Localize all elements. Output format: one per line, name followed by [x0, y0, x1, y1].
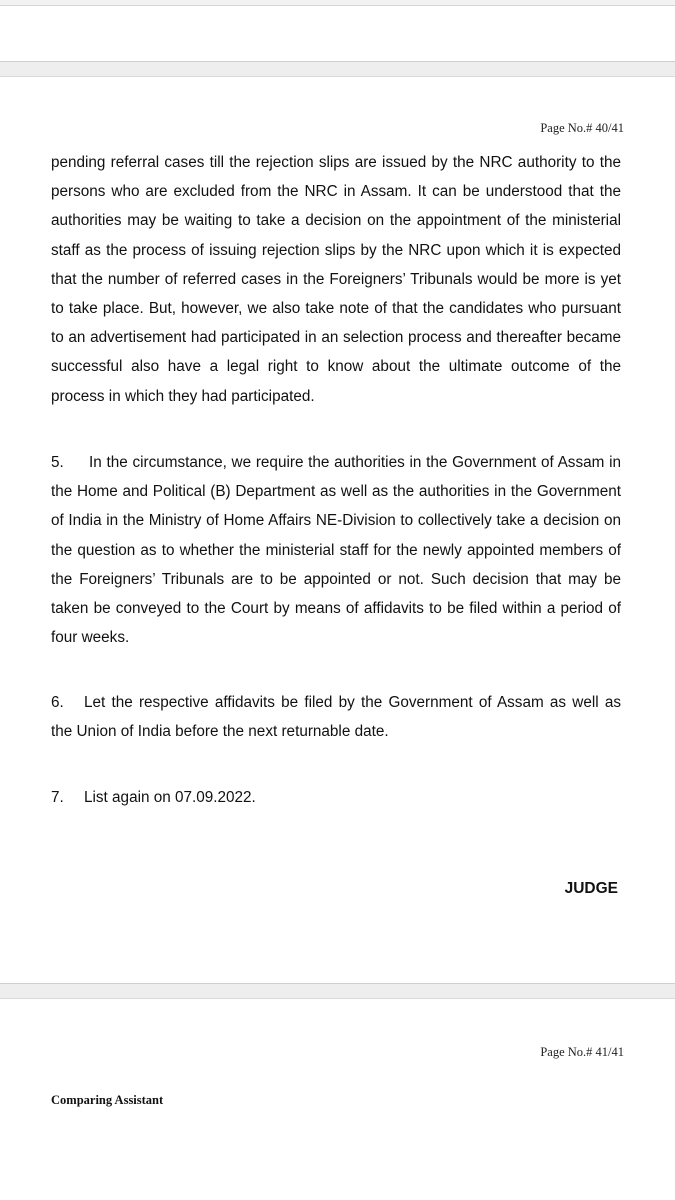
paragraph-number: 7. — [51, 789, 64, 806]
paragraph-continued — [51, 148, 621, 411]
paragraph-text: Let the respective affidavits be filed by the Government of Assam as well as the Union of India before the next returnable date. — [51, 694, 621, 741]
judge-signature: JUDGE — [564, 880, 618, 897]
top-page-edge — [0, 0, 675, 6]
paragraph-6 — [51, 688, 621, 746]
paragraph-7 — [51, 783, 621, 812]
page-separator — [0, 983, 675, 999]
paragraph-text: List again on 07.09.2022. — [84, 789, 256, 806]
paragraph-number: 6. — [51, 694, 64, 711]
paragraph-5 — [51, 448, 621, 652]
page-separator — [0, 61, 675, 77]
comparing-assistant-label: Comparing Assistant — [51, 1093, 164, 1107]
page-number: Page No.# 40/41 — [540, 121, 624, 135]
paragraph-text: In the circumstance, we require the authorities in the Government of Assam in the Home and Political (B) Department as well as the authorities in the Government of India in the Ministry of Home Affairs NE-Division to collectively take a decision on the question as to whether the ministerial staff for the newly appointed members of the Foreigners’ Tribunals are to be appointed or not. Such decision that may be taken be conveyed to the Court by means of affidavits to be filed within a period of four weeks. — [51, 454, 621, 647]
page-number: Page No.# 41/41 — [540, 1045, 624, 1059]
paragraph-number: 5. — [51, 454, 64, 471]
paragraph-text: pending referral cases till the rejection slips are issued by the NRC authority to the persons who are excluded from the NRC in Assam. It can be understood that the authorities may be waiting to take a decision on the appointment of the ministerial staff as the process of issuing rejection slips by the NRC upon which it is expected that the number of referred cases in the Foreigners’ Tribunals would be more is yet to take place. But, however, we also take note of that the candidates who pursuant to an advertisement had participated in an selection process and thereafter became successful also have a legal right to know about the ultimate outcome of the process in which they had participated. — [51, 154, 621, 405]
